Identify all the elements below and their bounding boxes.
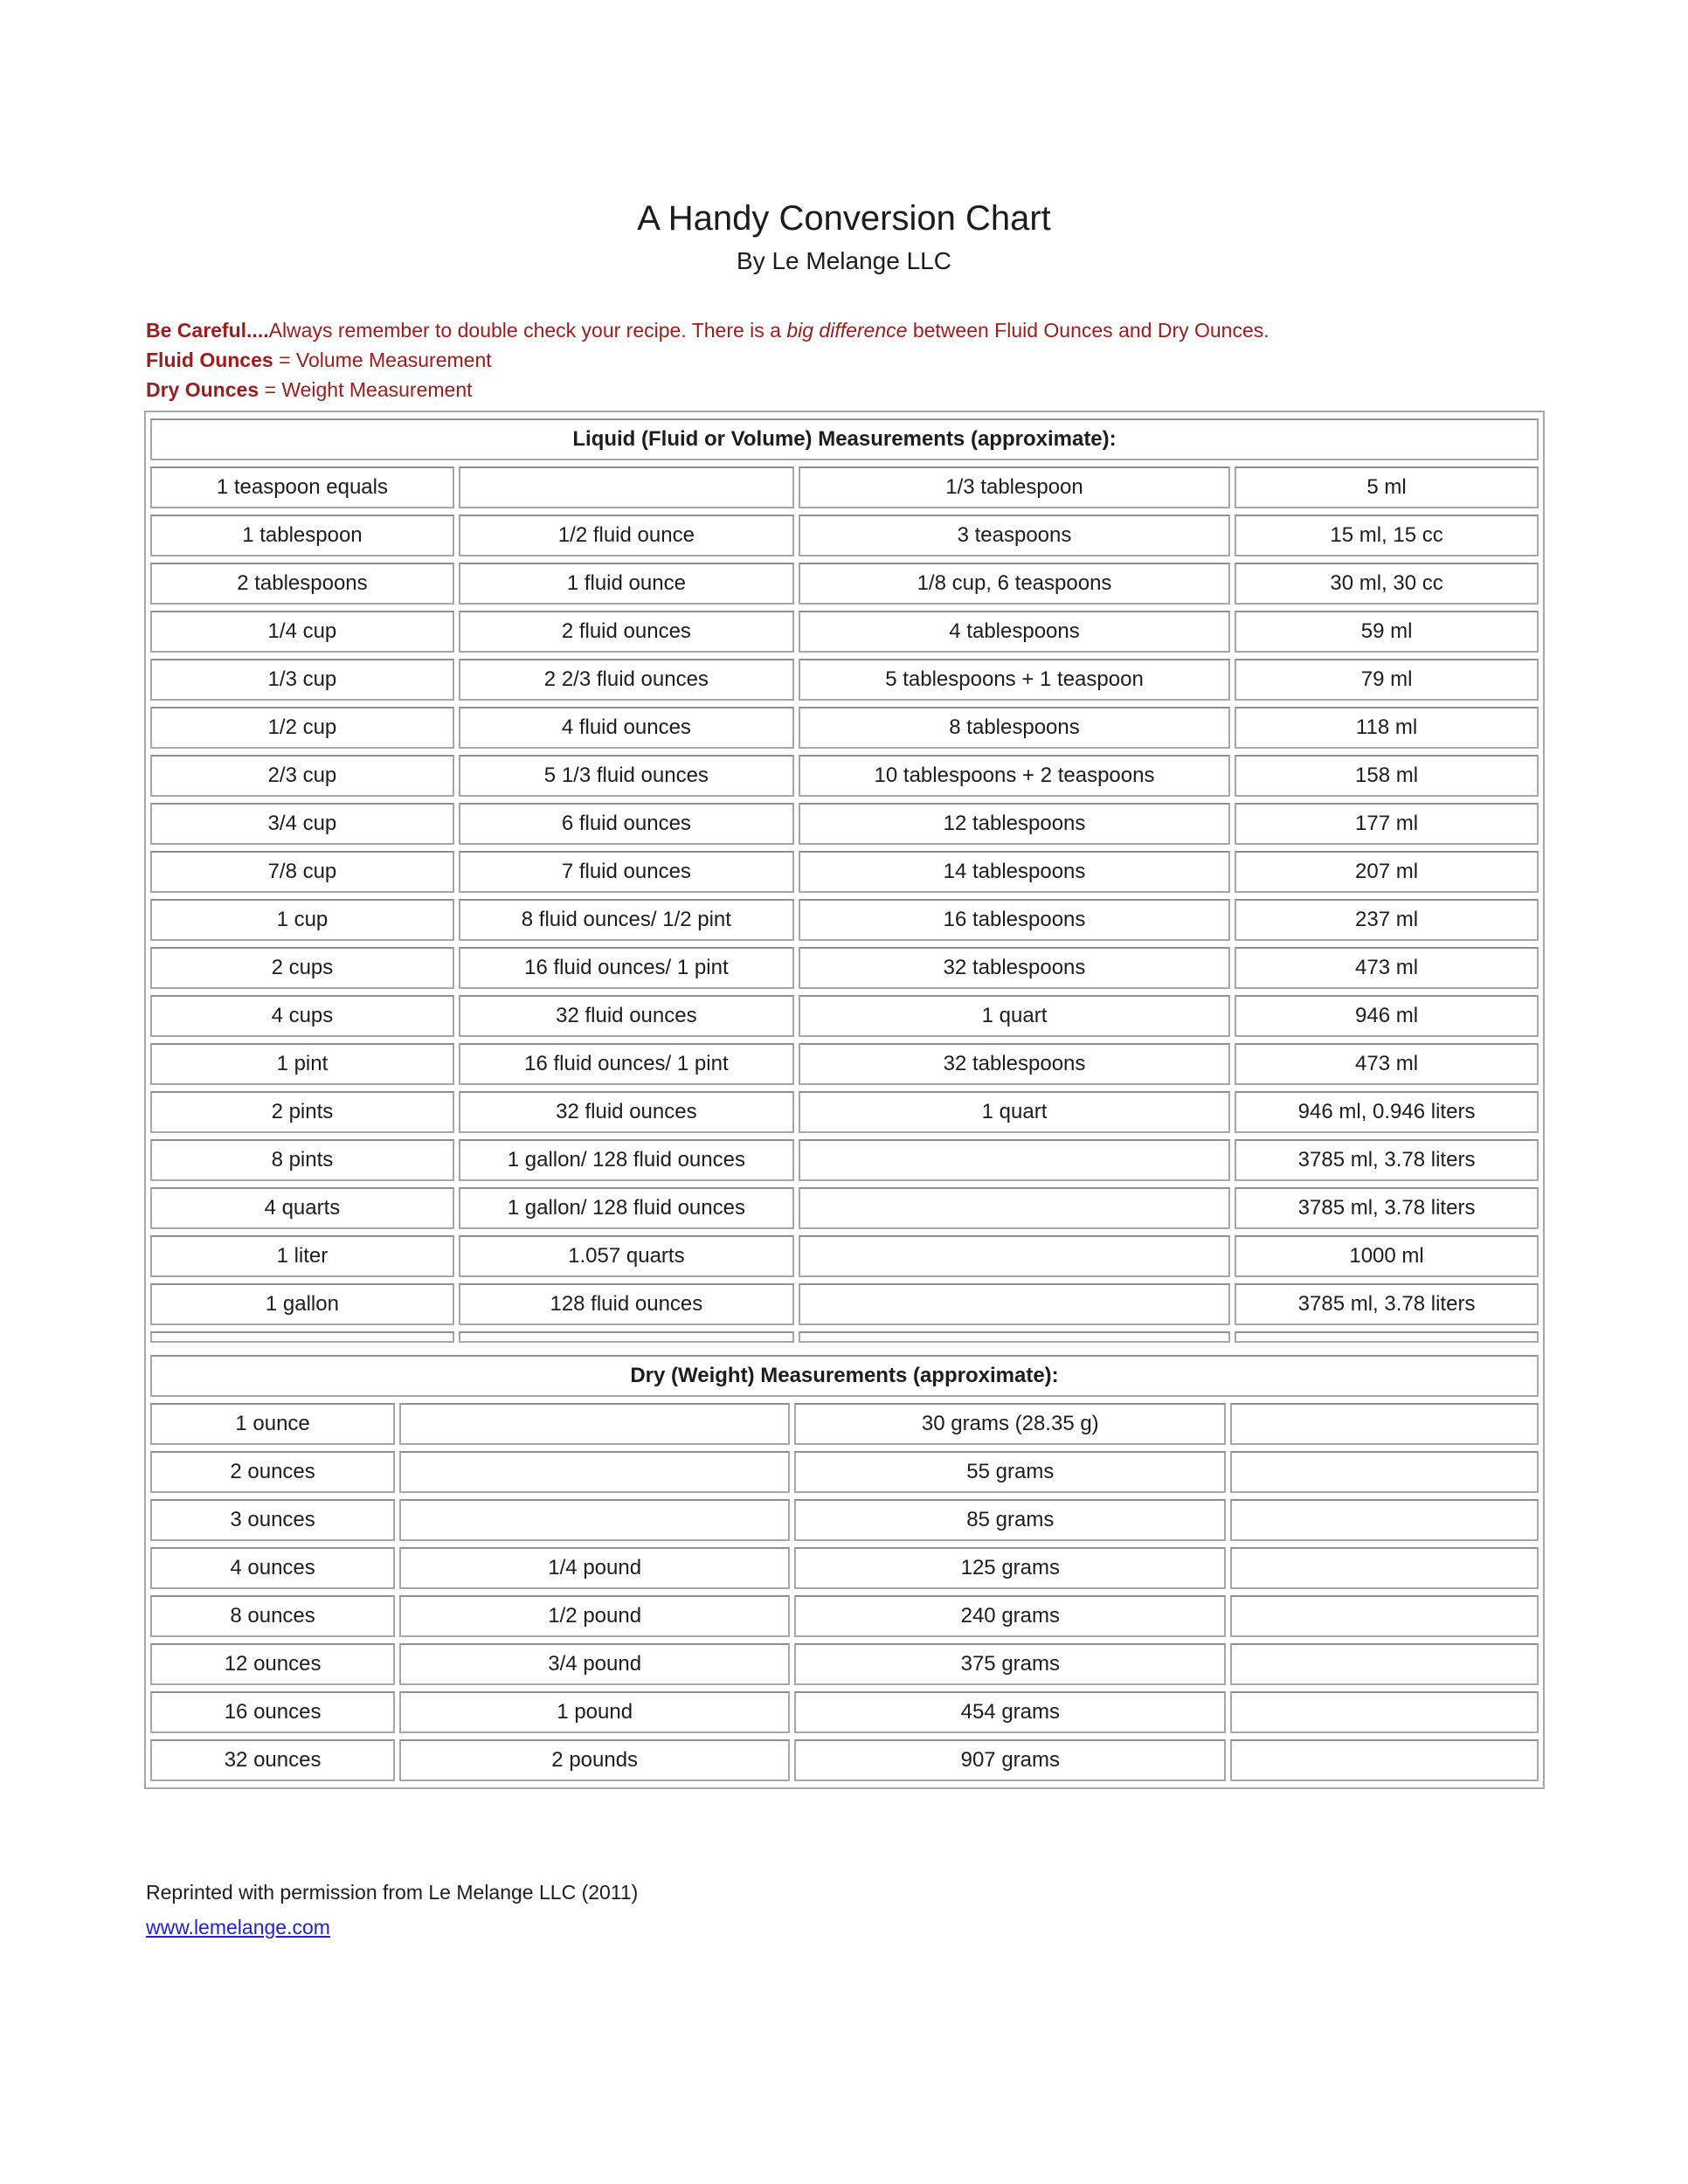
table-row: 3/4 cup 6 fluid ounces 12 tablespoons 177 ml <box>150 803 1539 845</box>
document-title: A Handy Conversion Chart <box>637 199 1051 238</box>
warning-line-fluid: Fluid Ounces = Volume Measurement <box>146 349 492 371</box>
liquid-table-header-row <box>150 418 1539 460</box>
table-row: 12 ounces 3/4 pound 375 grams <box>150 1643 1539 1685</box>
document-subtitle: By Le Melange LLC <box>737 247 951 274</box>
warning-dry-bold: Dry Ounces <box>146 378 259 401</box>
dry-table-header: Dry (Weight) Measurements (approximate): <box>150 1355 1539 1397</box>
table-row: 2 pints 32 fluid ounces 1 quart 946 ml, 0.946 liters <box>150 1091 1539 1133</box>
warning-line-careful: Be Careful....Always remember to double check your recipe. There is a big difference between Fluid Ounces and Dry Ounces. <box>146 319 1269 342</box>
table-row: 1 liter 1.057 quarts 1000 ml <box>150 1235 1539 1277</box>
footer-link[interactable]: www.lemelange.com <box>146 1916 330 1939</box>
table-row: 1/4 cup 2 fluid ounces 4 tablespoons 59 ml <box>150 611 1539 653</box>
liquid-measurements-table <box>146 412 1543 1349</box>
table-row: 16 ounces 1 pound 454 grams <box>150 1691 1539 1733</box>
table-row: 2 tablespoons 1 fluid ounce 1/8 cup, 6 teaspoons 30 ml, 30 cc <box>150 563 1539 605</box>
table-row: 3 ounces 85 grams <box>150 1499 1539 1541</box>
footer-reprint-text: Reprinted with permission from Le Melange LLC (2011) <box>146 1881 639 1904</box>
table-row: 32 ounces 2 pounds 907 grams <box>150 1739 1539 1781</box>
spacer-row <box>150 1331 1539 1343</box>
warning-fluid-bold: Fluid Ounces <box>146 349 273 371</box>
table-row: 7/8 cup 7 fluid ounces 14 tablespoons 207 ml <box>150 851 1539 893</box>
conversion-tables <box>144 411 1545 1789</box>
table-row: 4 quarts 1 gallon/ 128 fluid ounces 3785 ml, 3.78 liters <box>150 1187 1539 1229</box>
table-row: 1 tablespoon 1/2 fluid ounce 3 teaspoons 15 ml, 15 cc <box>150 515 1539 556</box>
liquid-table-header: Liquid (Fluid or Volume) Measurements (approximate): <box>150 418 1539 460</box>
table-row: 8 ounces 1/2 pound 240 grams <box>150 1595 1539 1637</box>
dry-measurements-table <box>146 1349 1543 1787</box>
dry-table-header-row <box>150 1355 1539 1397</box>
table-row: 1 teaspoon equals 1/3 tablespoon 5 ml <box>150 467 1539 508</box>
warning-careful-bold: Be Careful.... <box>146 319 269 342</box>
table-row: 1/2 cup 4 fluid ounces 8 tablespoons 118 ml <box>150 707 1539 749</box>
table-row: 1/3 cup 2 2/3 fluid ounces 5 tablespoons + 1 teaspoon 79 ml <box>150 659 1539 701</box>
warning-note <box>146 315 1553 404</box>
table-row: 2/3 cup 5 1/3 fluid ounces 10 tablespoons + 2 teaspoons 158 ml <box>150 755 1539 797</box>
table-row: 1 gallon 128 fluid ounces 3785 ml, 3.78 liters <box>150 1283 1539 1325</box>
table-row: 2 ounces 55 grams <box>150 1451 1539 1493</box>
table-row: 2 cups 16 fluid ounces/ 1 pint 32 tablespoons 473 ml <box>150 947 1539 989</box>
table-row: 4 cups 32 fluid ounces 1 quart 946 ml <box>150 995 1539 1037</box>
footer <box>146 1875 638 1945</box>
table-row: 1 ounce 30 grams (28.35 g) <box>150 1403 1539 1445</box>
table-row: 1 pint 16 fluid ounces/ 1 pint 32 tablespoons 473 ml <box>150 1043 1539 1085</box>
table-row: 1 cup 8 fluid ounces/ 1/2 pint 16 tablespoons 237 ml <box>150 899 1539 941</box>
table-row: 8 pints 1 gallon/ 128 fluid ounces 3785 ml, 3.78 liters <box>150 1139 1539 1181</box>
warning-big-difference: big difference <box>786 319 908 342</box>
table-row: 4 ounces 1/4 pound 125 grams <box>150 1547 1539 1589</box>
warning-line-dry: Dry Ounces = Weight Measurement <box>146 378 473 401</box>
